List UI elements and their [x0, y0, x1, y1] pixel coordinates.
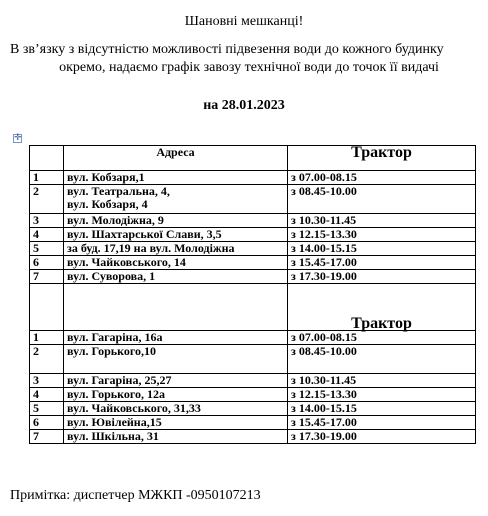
address-line: вул. Ювілейна,15	[67, 415, 162, 429]
address-line: вул. Молодіжна, 9	[67, 213, 164, 227]
table-row	[30, 185, 476, 214]
address-line: вул. Чайковського, 31,33	[67, 401, 201, 415]
row-address	[64, 242, 288, 256]
table-move-handle-icon[interactable]: ✛	[14, 133, 22, 143]
row-address	[64, 416, 288, 430]
row-number: 6	[30, 256, 64, 270]
table-row	[30, 388, 476, 402]
address-line: вул. Шкільна, 31	[67, 429, 159, 443]
row-time: з 07.00-08.15	[288, 331, 476, 345]
table-row	[30, 214, 476, 228]
section-2-title: Трактор	[288, 284, 476, 331]
table-row	[30, 345, 476, 374]
row-address	[64, 345, 288, 374]
row-address	[64, 270, 288, 284]
notice-line-2: окремо, надаємо графік завозу технічної води до точок її видачі	[59, 60, 439, 75]
address-line: вул. Кобзаря,1	[67, 170, 145, 184]
row-address	[64, 388, 288, 402]
address-line: вул. Шахтарської Слави, 3,5	[67, 227, 222, 241]
table-row	[30, 171, 476, 185]
row-time: з 14.00-15.15	[288, 242, 476, 256]
row-time: з 14.00-15.15	[288, 402, 476, 416]
row-number: 2	[30, 185, 64, 214]
row-address	[64, 214, 288, 228]
row-address	[64, 185, 288, 214]
address-line: вул. Горького, 12а	[67, 387, 166, 401]
address-line: вул. Горького,10	[67, 344, 157, 358]
row-address	[64, 331, 288, 345]
section-1-title: Трактор	[288, 146, 476, 171]
row-time: з 07.00-08.15	[288, 171, 476, 185]
row-number: 7	[30, 430, 64, 444]
row-time: з 10.30-11.45	[288, 214, 476, 228]
spacer-address-cell	[64, 284, 288, 331]
schedule-table	[29, 145, 476, 444]
row-number: 4	[30, 388, 64, 402]
row-number: 3	[30, 214, 64, 228]
address-line: вул. Гагаріна, 25,27	[67, 373, 172, 387]
address-line: вул. Чайковського, 14	[67, 255, 186, 269]
table-row	[30, 402, 476, 416]
table-row	[30, 228, 476, 242]
row-number: 4	[30, 228, 64, 242]
row-address	[64, 256, 288, 270]
table-row	[30, 256, 476, 270]
address-line: за буд. 17,19 на вул. Молодіжна	[67, 241, 235, 255]
notice-line-1: В зв’язку з відсутністю можливості підвезення води до кожного будинку	[10, 42, 444, 57]
row-number: 1	[30, 171, 64, 185]
address-line: вул. Суворова, 1	[67, 269, 156, 283]
row-time: з 12.15-13.30	[288, 388, 476, 402]
row-number: 5	[30, 402, 64, 416]
address-line: вул. Кобзаря, 4	[67, 197, 148, 211]
address-line: вул. Театральна, 4,	[67, 184, 170, 198]
dispatcher-note: Примітка: диспетчер МЖКП -0950107213	[10, 488, 261, 503]
row-number: 1	[30, 331, 64, 345]
row-number: 7	[30, 270, 64, 284]
spacer-number-cell	[30, 284, 64, 331]
section-2-header-row	[30, 284, 476, 331]
row-number: 5	[30, 242, 64, 256]
header-number-cell	[30, 146, 64, 171]
table-row	[30, 416, 476, 430]
row-address	[64, 228, 288, 242]
table-row	[30, 242, 476, 256]
row-time: з 08.45-10.00	[288, 185, 476, 214]
row-time: з 08.45-10.00	[288, 345, 476, 374]
address-line	[67, 358, 284, 371]
row-address	[64, 402, 288, 416]
row-time: з 17.30-19.00	[288, 430, 476, 444]
row-address	[64, 430, 288, 444]
row-number: 3	[30, 374, 64, 388]
table-row	[30, 331, 476, 345]
row-address	[64, 171, 288, 185]
row-number: 2	[30, 345, 64, 374]
table-row	[30, 374, 476, 388]
row-time: з 10.30-11.45	[288, 374, 476, 388]
table-row	[30, 430, 476, 444]
row-number: 6	[30, 416, 64, 430]
row-time: з 12.15-13.30	[288, 228, 476, 242]
table-header-row	[30, 146, 476, 171]
address-line: вул. Гагаріна, 16а	[67, 330, 163, 344]
schedule-date: на 28.01.2023	[203, 98, 285, 113]
row-time: з 15.45-17.00	[288, 256, 476, 270]
row-time: з 17.30-19.00	[288, 270, 476, 284]
table-row	[30, 270, 476, 284]
greeting-heading: Шановні мешканці!	[184, 14, 304, 29]
row-time: з 15.45-17.00	[288, 416, 476, 430]
row-address	[64, 374, 288, 388]
address-column-header: Адреса	[64, 146, 288, 171]
